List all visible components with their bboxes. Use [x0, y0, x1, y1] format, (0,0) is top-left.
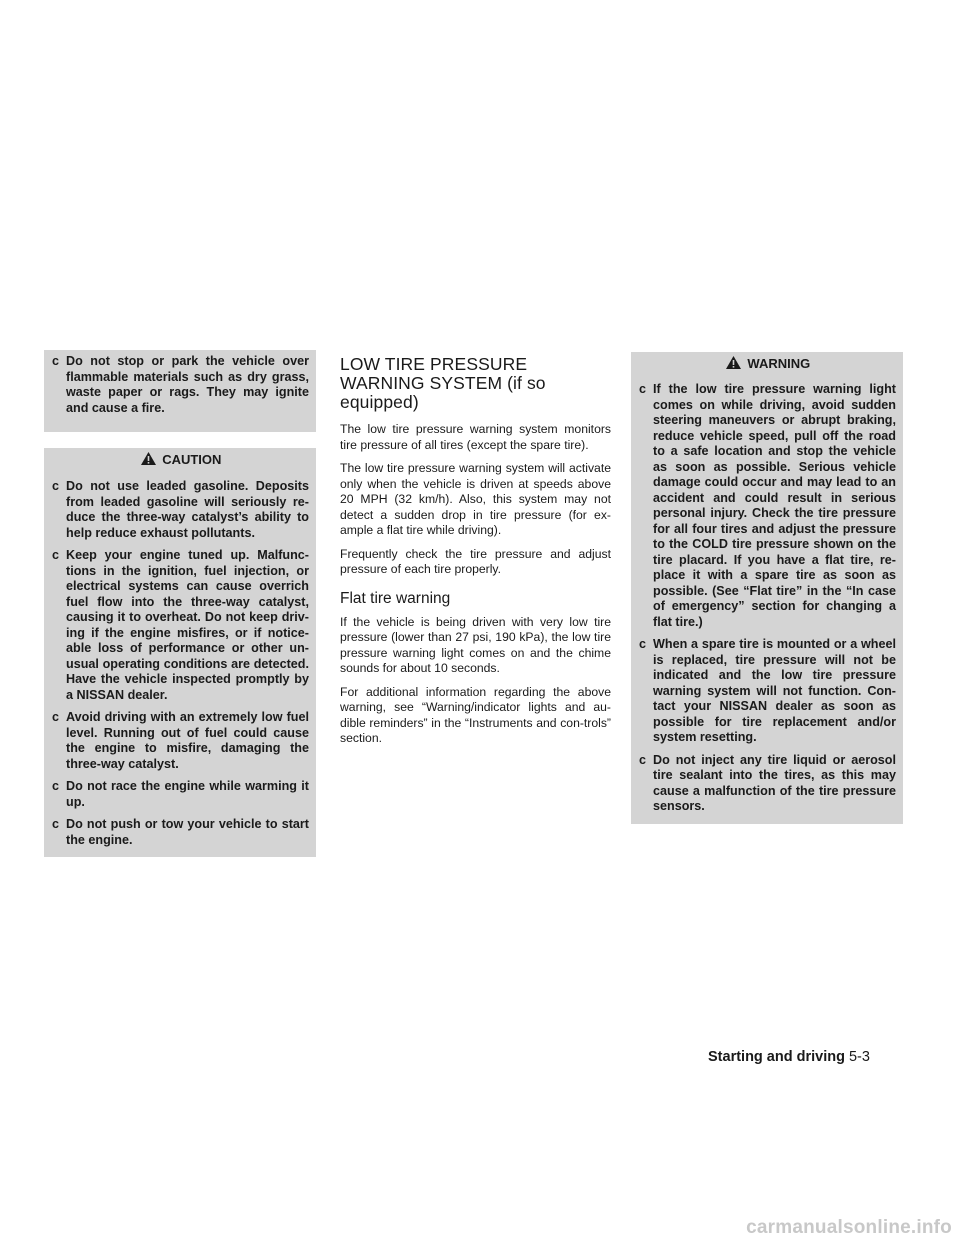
bullet-text: When a spare tire is mounted or a wheel is replaced, tire pressure will not be indicated and the low tire pressure warning system will not function. Con-tact your NISSAN dealer as soon as possible for tire replacement and/or system resetting. [653, 637, 896, 744]
paragraph: The low tire pressure warning system will activate only when the vehicle is driven at speeds above 20 MPH (32 km/h). Also, this system may not detect a sudden drop in tire pressure (for ex-ample a flat tire while driving). [340, 461, 611, 537]
page-number: 5-3 [848, 1049, 870, 1065]
warning-triangle-icon [140, 451, 157, 473]
section-heading: LOW TIRE PRESSURE WARNING SYSTEM (if so equipped) [340, 354, 546, 412]
list-item [639, 382, 896, 630]
warning-header [639, 353, 896, 375]
watermark-text: carmanualsonline.info [746, 1217, 952, 1238]
caution-title: CAUTION [162, 452, 222, 467]
bullet-mark: c [639, 637, 647, 651]
bullet-mark: c [52, 548, 60, 562]
bullet-text: Do not inject any tire liquid or aerosol tire sealant into the tires, as this may cause a malfunction of the tire pressure sensors. [653, 752, 896, 813]
bullet-mark: c [52, 779, 60, 793]
bullet-text: Do not stop or park the vehicle over flammable materials such as dry grass, waste paper or rags. They may ignite and cause a fire. [66, 354, 309, 415]
bullet-text: Do not push or tow your vehicle to start the engine. [66, 817, 309, 847]
list-item [52, 548, 309, 703]
paragraph: If the vehicle is being driven with very low tire pressure (lower than 27 psi, 190 kPa), the low tire pressure warning light comes on and the chime sounds for about 10 seconds. [340, 614, 611, 675]
footer-section-title: Starting and driving [708, 1049, 845, 1065]
bullet-mark: c [639, 752, 647, 767]
warning-triangle-icon [725, 355, 742, 377]
paragraph: For additional information regarding the above warning, see “Warning/indicator lights and au-dible reminders” in the “Instruments and con-trols” section. [340, 684, 611, 745]
bullet-text: Do not race the engine while warming it up. [66, 779, 309, 809]
list-item [52, 354, 309, 416]
page-footer [708, 1049, 870, 1065]
list-item [52, 817, 309, 848]
warning-box [631, 352, 903, 824]
list-item [52, 710, 309, 772]
paragraph: Frequently check the tire pressure and adjust pressure of each tire properly. [340, 546, 611, 576]
column-left [44, 350, 316, 857]
list-item [639, 637, 896, 746]
list-item [639, 753, 896, 815]
column-middle [340, 355, 611, 755]
fire-warning-box [44, 350, 316, 432]
bullet-mark: c [52, 710, 60, 724]
bullet-text: Keep your engine tuned up. Malfunc-tions in the ignition, fuel injection, or electrical systems can cause overrich fuel flow into the three-way catalyst, causing it to overheat. Do not keep driv-ing if the engine misfires, or if notice-able loss of performance or other un-usual operating conditions are detected. Have the vehicle inspected promptly by a NISSAN dealer. [66, 548, 309, 702]
watermark-bar [0, 1214, 960, 1242]
caution-box [44, 448, 316, 857]
bullet-mark: c [52, 354, 60, 368]
bullet-text: Avoid driving with an extremely low fuel level. Running out of fuel could cause the engine to misfire, damaging the three-way catalyst. [66, 710, 309, 771]
caution-header [52, 449, 309, 471]
column-right [631, 352, 903, 824]
bullet-mark: c [52, 479, 60, 493]
bullet-text: If the low tire pressure warning light comes on while driving, avoid sudden steering maneuvers or abrupt braking, reduce vehicle speed, pull off the road to a safe location and stop the vehicle as soon as possible. Serious vehicle damage could occur and may lead to an accident and could result in serious personal injury. Check the tire pressure for all four tires and adjust the pressure to the COLD tire pressure shown on the tire placard. If you have a flat tire, re-place it with a spare tire as soon as possible. (See “Flat tire” in the “In case of emergency” section for changing a flat tire.) [653, 382, 896, 629]
bullet-mark: c [52, 817, 60, 831]
paragraph: The low tire pressure warning system monitors tire pressure of all tires (except the spare tire). [340, 422, 611, 452]
subsection-heading: Flat tire warning [340, 589, 451, 607]
list-item [52, 479, 309, 541]
warning-title: WARNING [747, 356, 811, 371]
bullet-mark: c [639, 382, 647, 396]
bullet-text: Do not use leaded gasoline. Deposits from leaded gasoline will seriously re-duce the three-way catalyst’s ability to help reduce exhaust pollutants. [66, 479, 309, 540]
list-item [52, 779, 309, 810]
